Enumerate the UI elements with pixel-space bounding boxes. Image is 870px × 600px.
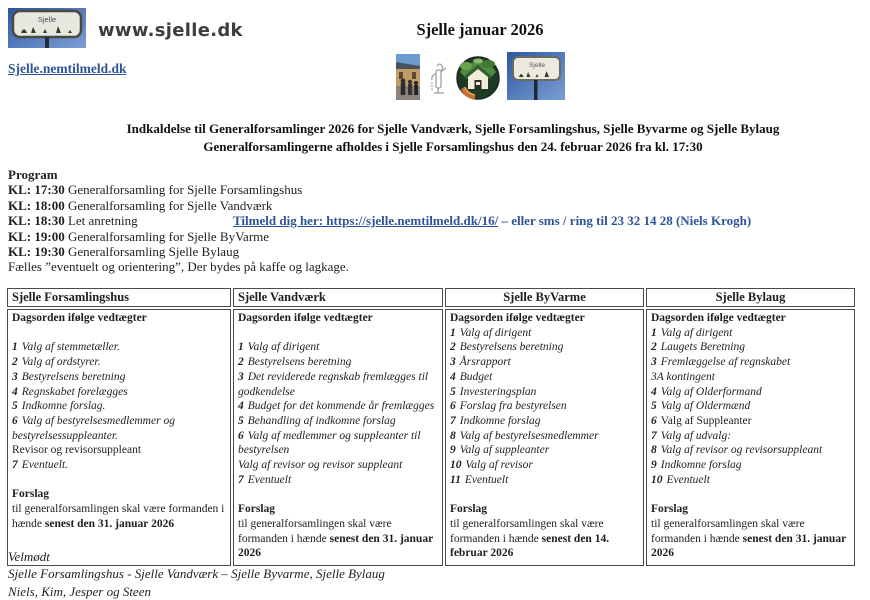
agenda-column-header: Sjelle Vandværk xyxy=(233,288,443,307)
program-item-time: KL: 19:00 xyxy=(8,228,65,244)
forslag-deadline: senest den 31. januar 2026 xyxy=(238,532,433,560)
forslag-title: Forslag xyxy=(450,503,488,516)
sign-label-text: Sjelle xyxy=(37,15,57,24)
agenda-item: 10 Valg af revisor xyxy=(450,459,533,472)
program-title: Program xyxy=(8,167,58,182)
agenda-item: 6 Valg af Suppleanter xyxy=(651,414,752,427)
program-section xyxy=(8,167,751,275)
agenda-item: 9 Indkomne forslag xyxy=(651,459,742,472)
forslag-deadline: senest den 31. januar 2026 xyxy=(44,517,175,530)
agenda-item: 7 Eventuelt xyxy=(238,473,292,486)
agenda-column-cell xyxy=(7,309,231,566)
forslag-deadline: senest den 14. februar 2026 xyxy=(450,532,610,560)
forslag-text: til generalforsamlingen skal være formanden i hænde xyxy=(651,517,805,545)
agenda-item: 3 Fremlæggelse af regnskabet xyxy=(651,356,791,369)
program-item-text: Generalforsamling for Sjelle ByVarme xyxy=(64,228,270,244)
program-item xyxy=(8,182,751,197)
forslag-text: til generalforsamlingen skal være formanden i hænde xyxy=(238,517,392,545)
agenda-item: 2 Laugets Beretning xyxy=(651,341,745,354)
agenda-item: Revisor og revisorsuppleant xyxy=(12,444,142,457)
forslag-paragraph xyxy=(651,502,850,561)
agenda-item: 3 Bestyrelsens beretning xyxy=(12,370,126,383)
nemtilmeld-link[interactable]: Sjelle.nemtilmeld.dk xyxy=(8,61,127,76)
invitation-heading xyxy=(36,120,870,155)
agenda-header-row xyxy=(7,288,855,307)
agenda-item: 11 Eventuelt xyxy=(450,473,509,486)
tilmeld-link[interactable]: Tilmeld dig her: https://sjelle.nemtilmeld.dk/16/ xyxy=(233,213,499,229)
agenda-title: Dagsorden ifølge vedtægter xyxy=(12,312,147,324)
agenda-item: 5 Indkomne forslag. xyxy=(12,400,106,413)
forslag-title: Forslag xyxy=(238,503,276,516)
sjelle-sign-logo xyxy=(8,8,86,53)
agenda-title: Dagsorden ifølge vedtægter xyxy=(238,312,373,324)
program-list xyxy=(8,182,751,259)
agenda-item: 3A kontingent xyxy=(651,370,715,383)
agenda-item: 3 Årsrapport xyxy=(450,356,511,369)
footer-velmodt: Velmødt xyxy=(8,549,50,564)
agenda-item: 1 Valg af dirigent xyxy=(238,341,320,354)
agenda-item: 5 Behandling af indkomne forslag xyxy=(238,414,396,427)
waterpump-drawing-icon xyxy=(427,60,449,100)
agenda-item: 4 Regnskabet forelægges xyxy=(12,385,128,398)
forsamlingshus-photo xyxy=(396,54,420,100)
agenda-item: 7 Eventuelt. xyxy=(12,459,69,472)
page-title: Sjelle januar 2026 xyxy=(416,20,544,39)
agenda-column-header: Sjelle Forsamlingshus xyxy=(7,288,231,307)
agenda-column-cell xyxy=(233,309,443,566)
program-item-text: Let anretning xyxy=(64,213,138,229)
program-item-time: KL: 17:30 xyxy=(8,182,65,198)
byvarme-logo-icon xyxy=(456,56,500,100)
agenda-item: 7 Indkomne forslag xyxy=(450,414,541,427)
tilmeld-link-suffix: – eller sms / ring til 23 32 14 28 (Niels Krogh) xyxy=(498,213,752,229)
agenda-item: 2 Bestyrelsens beretning xyxy=(238,356,352,369)
agenda-column-header: Sjelle Bylaug xyxy=(646,288,855,307)
agenda-item: 9 Valg af suppleanter xyxy=(450,444,550,457)
top-left-block xyxy=(8,8,243,78)
top-center-block xyxy=(372,20,588,100)
program-item xyxy=(8,198,751,213)
forslag-paragraph xyxy=(12,487,226,531)
agenda-item: 4 Budget xyxy=(450,370,493,383)
agenda-item: 8 Valg af bestyrelsesmedlemmer xyxy=(450,429,599,442)
agenda-item: 10 Eventuelt xyxy=(651,473,710,486)
site-url-text: www.sjelle.dk xyxy=(98,20,243,41)
agenda-item: 4 Budget for det kommende år fremlægges xyxy=(238,400,435,413)
agenda-item: 2 Valg af ordstyrer. xyxy=(12,356,101,369)
program-item xyxy=(8,229,751,244)
agenda-title: Dagsorden ifølge vedtægter xyxy=(651,312,786,324)
sjelle-sign-photo xyxy=(507,52,565,100)
agenda-item: 7 Valg af udvalg: xyxy=(651,429,732,442)
program-item-time: KL: 18:30 xyxy=(8,213,65,229)
forslag-title: Forslag xyxy=(12,488,50,501)
agenda-item: 1 Valg af stemmetæller. xyxy=(12,341,120,354)
agenda-items xyxy=(450,326,639,488)
forslag-text: til generalforsamlingen skal være formanden i hænde xyxy=(450,517,604,545)
agenda-item: 5 Investeringsplan xyxy=(450,385,537,398)
agenda-column-cell xyxy=(445,309,644,566)
agenda-items xyxy=(651,326,850,488)
agenda-column-header: Sjelle ByVarme xyxy=(445,288,644,307)
program-note: Fælles ”eventuelt og orientering”, Der bydes på kaffe og lagkage. xyxy=(8,259,349,275)
sign-photo-label-text: Sjelle xyxy=(528,62,545,69)
program-item xyxy=(8,244,751,259)
agenda-item: 2 Bestyrelsens beretning xyxy=(450,341,564,354)
program-item-time: KL: 18:00 xyxy=(8,197,65,213)
agenda-item: 1 Valg af dirigent xyxy=(450,326,532,339)
signature-footer xyxy=(8,548,385,600)
program-item-time: KL: 19:30 xyxy=(8,244,65,260)
agenda-item: 6 Forslag fra bestyrelsen xyxy=(450,400,567,413)
agenda-table xyxy=(5,286,857,568)
agenda-item: 6 Valg af bestyrelsesmedlemmer og bestyrelsessuppleanter. xyxy=(12,414,175,442)
agenda-column-cell xyxy=(646,309,855,566)
agenda-item: 6 Valg af medlemmer og suppleanter til bestyrelsen xyxy=(238,429,421,457)
icon-strip xyxy=(372,52,588,100)
forslag-paragraph xyxy=(450,502,639,561)
forslag-deadline: senest den 31. januar 2026 xyxy=(651,532,846,560)
agenda-item: 5 Valg af Oldermænd xyxy=(651,400,751,413)
agenda-items xyxy=(12,340,226,472)
agenda-items xyxy=(238,340,438,487)
forslag-title: Forslag xyxy=(651,503,689,516)
agenda-body-row xyxy=(7,309,855,566)
program-item-text: Generalforsamling for Sjelle Forsamlingshus xyxy=(64,182,303,198)
agenda-item: 3 Det reviderede regnskab fremlægges til godkendelse xyxy=(238,370,429,398)
program-item-text: Generalforsamling Sjelle Bylaug xyxy=(64,244,240,260)
agenda-item: 1 Valg af dirigent xyxy=(651,326,733,339)
program-item xyxy=(8,213,751,228)
program-item-text: Generalforsamling for Sjelle Vandværk xyxy=(64,197,273,213)
forslag-text: til generalforsamlingen skal være formanden i hænde xyxy=(12,503,225,530)
agenda-item: 8 Valg af revisor og revisorsuppleant xyxy=(651,444,823,457)
agenda-item: Valg af revisor og revisor suppleant xyxy=(238,459,403,472)
agenda-item: 4 Valg af Olderformand xyxy=(651,385,762,398)
footer-organisations: Sjelle Forsamlingshus - Sjelle Vandværk – Sjelle Byvarme, Sjelle Bylaug xyxy=(8,566,385,582)
invitation-heading-line2: Generalforsamlingerne afholdes i Sjelle Forsamlingshus den 24. februar 2026 fra kl. 17:30 xyxy=(203,138,703,154)
footer-names: Niels, Kim, Jesper og Steen xyxy=(8,583,151,599)
agenda-title: Dagsorden ifølge vedtægter xyxy=(450,312,585,324)
invitation-heading-line1: Indkaldelse til Generalforsamlinger 2026 for Sjelle Vandværk, Sjelle Forsamlingshus, Sjelle Byvarme og Sjelle Bylaug xyxy=(126,121,780,136)
